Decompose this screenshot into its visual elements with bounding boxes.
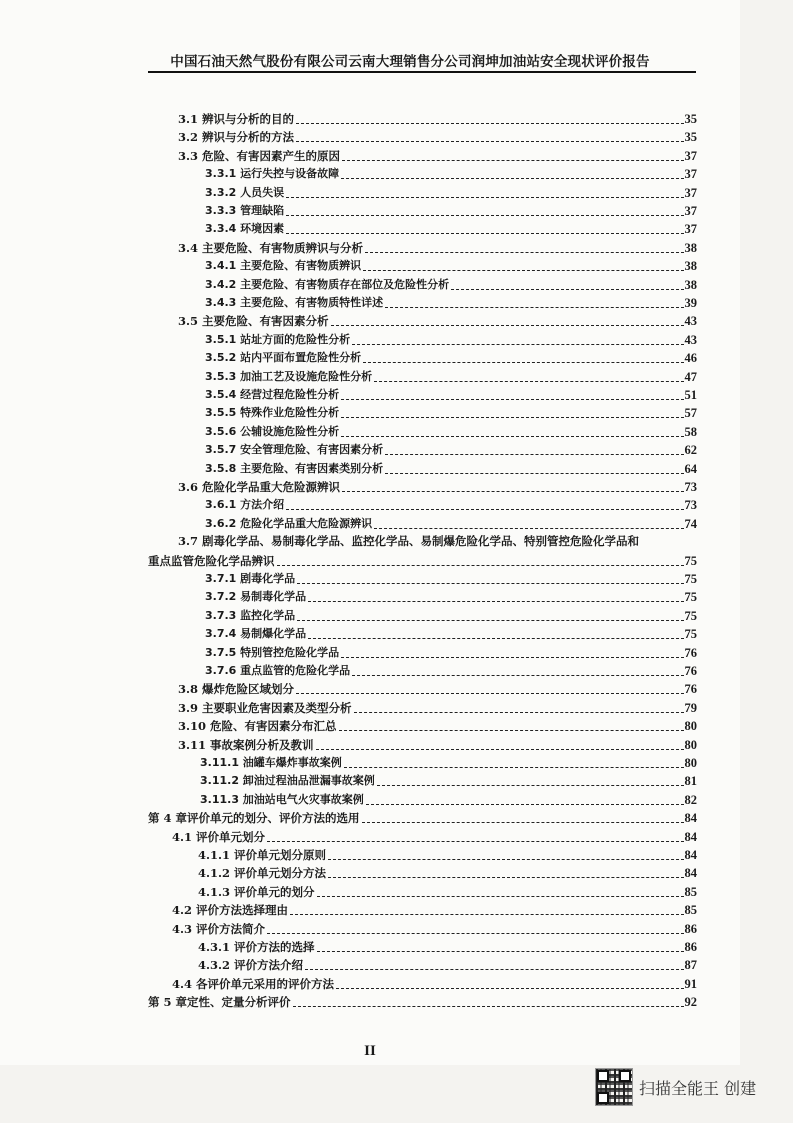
toc-entry[interactable] bbox=[205, 514, 697, 532]
toc-page-number: 87 bbox=[684, 958, 697, 973]
dot-leader bbox=[341, 649, 683, 658]
toc-entry[interactable] bbox=[205, 606, 697, 624]
toc-page-number: 76 bbox=[684, 664, 697, 678]
dot-leader bbox=[341, 391, 683, 400]
toc-page-number: 37 bbox=[684, 222, 697, 237]
toc-entry-title: 4.3.2 评价方法介绍 bbox=[198, 958, 304, 973]
toc-entry[interactable] bbox=[205, 569, 697, 587]
toc-page-number: 86 bbox=[684, 940, 697, 954]
toc-page-number: 80 bbox=[684, 756, 697, 770]
toc-page-number: 37 bbox=[684, 204, 697, 218]
toc-entry-title: 3.7.3 监控化学品 bbox=[205, 608, 296, 622]
toc-page-number: 85 bbox=[684, 903, 697, 918]
toc-page-number: 75 bbox=[684, 553, 697, 568]
toc-entry-title: 3.5.1 站址方面的危险性分析 bbox=[205, 332, 351, 346]
toc-entry-title: 3.6.1 方法介绍 bbox=[205, 498, 285, 512]
toc-page-number: 75 bbox=[684, 627, 697, 642]
toc-page-number: 91 bbox=[684, 976, 697, 991]
dot-leader bbox=[331, 317, 684, 326]
dot-leader bbox=[305, 961, 683, 970]
toc-entry-title: 3.4.3 主要危险、有害物质特性详述 bbox=[205, 296, 384, 309]
toc-page-number: 73 bbox=[684, 480, 697, 494]
toc-entry[interactable] bbox=[178, 477, 697, 495]
toc-entry-title: 第 5 章定性、定量分析评价 bbox=[148, 995, 291, 1010]
toc-page-number: 35 bbox=[684, 130, 697, 145]
toc-entry-title: 3.5.3 加油工艺及设施危险性分析 bbox=[205, 369, 373, 383]
toc-entry-title: 3.5.8 主要危险、有害因素类别分析 bbox=[205, 461, 384, 475]
toc-entry[interactable] bbox=[178, 716, 697, 734]
dot-leader bbox=[363, 354, 683, 363]
toc-entry[interactable] bbox=[148, 992, 697, 1010]
toc-entry[interactable] bbox=[178, 109, 697, 127]
toc-page-number: 79 bbox=[684, 700, 697, 715]
toc-entry-title: 3.5 主要危险、有害因素分析 bbox=[178, 314, 329, 329]
toc-entry-title: 重点监管危险化学品辨识 bbox=[148, 553, 275, 568]
toc-entry[interactable] bbox=[205, 183, 697, 201]
dot-leader bbox=[286, 189, 683, 198]
toc-entry[interactable] bbox=[205, 293, 697, 311]
toc-page-number: 38 bbox=[684, 240, 697, 255]
toc-entry-title: 3.8 爆炸危险区域划分 bbox=[178, 682, 295, 697]
toc-entry[interactable] bbox=[205, 403, 697, 421]
toc-page-number: 86 bbox=[684, 921, 697, 936]
toc-entry-title: 3.7.1 剧毒化学品 bbox=[205, 572, 296, 585]
dot-leader bbox=[374, 520, 683, 529]
dot-leader bbox=[377, 777, 684, 786]
toc-page-number: 38 bbox=[684, 259, 697, 274]
toc-page-number: 47 bbox=[684, 369, 697, 384]
toc-entry[interactable] bbox=[178, 146, 697, 164]
dot-leader bbox=[286, 207, 683, 216]
dot-leader bbox=[290, 906, 683, 915]
toc-page-number: 80 bbox=[684, 737, 697, 752]
dot-leader bbox=[267, 833, 683, 842]
toc-entry-title: 3.5.5 特殊作业危险性分析 bbox=[205, 406, 340, 420]
toc-entry-title: 3.11 事故案例分析及教训 bbox=[178, 737, 314, 752]
toc-entry[interactable] bbox=[205, 422, 697, 440]
toc-page-number: 73 bbox=[684, 498, 697, 513]
toc-entry-title: 4.1.3 评价单元的划分 bbox=[198, 884, 315, 899]
toc-entry[interactable] bbox=[205, 275, 697, 293]
toc-page-number: 39 bbox=[684, 296, 697, 310]
dot-leader bbox=[451, 281, 683, 290]
toc-entry-title: 3.3.3 管理缺陷 bbox=[205, 204, 285, 217]
toc-page-number: 76 bbox=[684, 645, 697, 660]
toc-entry-title: 3.11.1 油罐车爆炸事故案例 bbox=[200, 756, 342, 769]
toc-entry-title: 3.7.2 易制毒化学品 bbox=[205, 590, 307, 604]
toc-entry[interactable] bbox=[205, 587, 697, 605]
toc-page-number: 75 bbox=[684, 590, 697, 605]
dot-leader bbox=[297, 612, 683, 621]
toc-page-number: 37 bbox=[684, 185, 697, 200]
dot-leader bbox=[363, 262, 683, 271]
toc-page-number: 84 bbox=[684, 829, 697, 844]
toc-entry[interactable] bbox=[205, 624, 697, 642]
toc-entry[interactable] bbox=[205, 256, 697, 274]
toc-entry-title: 3.7.6 重点监管的危险化学品 bbox=[205, 664, 351, 677]
toc-entry[interactable] bbox=[198, 845, 697, 863]
toc-entry-title: 4.3.1 评价方法的选择 bbox=[198, 940, 315, 954]
toc-entry[interactable] bbox=[205, 201, 697, 219]
dot-leader bbox=[341, 428, 683, 437]
dot-leader bbox=[385, 446, 683, 455]
toc-entry-title: 3.9 主要职业危害因素及类型分析 bbox=[178, 700, 352, 715]
toc-entry[interactable] bbox=[172, 900, 697, 918]
toc-page-number: 75 bbox=[684, 572, 697, 586]
dot-leader bbox=[341, 409, 683, 418]
toc-entry[interactable] bbox=[178, 127, 697, 145]
dot-leader bbox=[328, 851, 683, 860]
dot-leader bbox=[267, 925, 683, 934]
toc-entry-title: 3.7.4 易制爆化学品 bbox=[205, 627, 307, 641]
toc-entry[interactable] bbox=[205, 367, 697, 385]
toc-page-number: 57 bbox=[684, 406, 697, 421]
toc-page-number: 76 bbox=[684, 682, 697, 697]
toc-entry-title: 3.4.2 主要危险、有害物质存在部位及危险性分析 bbox=[205, 277, 450, 291]
toc-entry-title: 3.11.2 卸油过程油品泄漏事故案例 bbox=[200, 774, 375, 788]
toc-entry-title: 4.3 评价方法简介 bbox=[172, 921, 266, 936]
toc-page-number: 84 bbox=[684, 811, 697, 826]
dot-leader bbox=[339, 722, 684, 731]
dot-leader bbox=[352, 667, 683, 676]
toc-entry-title: 3.2 辨识与分析的方法 bbox=[178, 130, 295, 145]
toc-page-number: 62 bbox=[684, 443, 697, 458]
dot-leader bbox=[362, 814, 684, 823]
toc-entry[interactable] bbox=[200, 753, 697, 771]
dot-leader bbox=[344, 759, 684, 768]
dot-leader bbox=[296, 685, 683, 694]
toc-entry[interactable] bbox=[172, 974, 697, 992]
toc-entry[interactable] bbox=[205, 643, 697, 661]
dot-leader bbox=[385, 465, 683, 474]
toc-page-number: 84 bbox=[684, 848, 697, 862]
dot-leader bbox=[385, 299, 683, 308]
toc-entry[interactable] bbox=[205, 459, 697, 477]
dot-leader bbox=[297, 575, 683, 584]
toc-entry-title: 4.1.2 评价单元划分方法 bbox=[198, 866, 327, 881]
dot-leader bbox=[354, 704, 684, 713]
toc-page-number: 58 bbox=[684, 424, 697, 439]
toc-entry-title: 3.3.1 运行失控与设备故障 bbox=[205, 167, 340, 181]
watermark-text: 扫描全能王 创建 bbox=[639, 1078, 757, 1098]
toc-page-number: 43 bbox=[684, 314, 697, 329]
dot-leader bbox=[286, 501, 683, 510]
toc-page-number: 84 bbox=[684, 866, 697, 881]
toc-entry-title: 4.1 评价单元划分 bbox=[172, 829, 266, 844]
toc-page-number: 81 bbox=[684, 774, 697, 789]
toc-entry-title: 3.7.5 特别管控危险化学品 bbox=[205, 645, 340, 659]
toc-page-number: 82 bbox=[684, 792, 697, 807]
report-header: 中国石油天然气股份有限公司云南大理销售分公司润坤加油站安全现状评价报告 bbox=[170, 54, 650, 70]
toc-entry-title: 4.2 评价方法选择理由 bbox=[172, 903, 289, 918]
page-number: II bbox=[364, 1043, 376, 1059]
toc-page-number: 38 bbox=[684, 277, 697, 292]
dot-leader bbox=[293, 998, 684, 1007]
toc-entry-title: 3.5.4 经营过程危险性分析 bbox=[205, 388, 340, 401]
dot-leader bbox=[342, 483, 683, 492]
toc-entry-title: 3.3 危险、有害因素产生的原因 bbox=[178, 148, 341, 163]
toc-entry[interactable] bbox=[148, 808, 697, 826]
toc-entry[interactable] bbox=[205, 661, 697, 679]
toc-page-number: 80 bbox=[684, 719, 697, 734]
qr-code-icon bbox=[595, 1068, 633, 1106]
dot-leader bbox=[308, 630, 683, 639]
toc-entry-title: 3.6.2 危险化学品重大危险源辨识 bbox=[205, 516, 373, 530]
toc-entry[interactable] bbox=[198, 955, 697, 973]
dot-leader bbox=[316, 741, 684, 750]
toc-page-number: 37 bbox=[684, 167, 697, 182]
dot-leader bbox=[336, 980, 683, 989]
dot-leader bbox=[366, 796, 684, 805]
toc-entry-title: 3.6 危险化学品重大危险源辨识 bbox=[178, 480, 341, 494]
toc-entry-title: 3.3.2 人员失误 bbox=[205, 185, 285, 199]
header-rule bbox=[148, 71, 696, 73]
toc-entry[interactable] bbox=[178, 238, 697, 256]
toc-entry[interactable] bbox=[178, 679, 697, 697]
dot-leader bbox=[317, 943, 684, 952]
toc-entry[interactable] bbox=[205, 348, 697, 366]
toc-entry-title: 3.4 主要危险、有害物质辨识与分析 bbox=[178, 240, 364, 255]
toc-entry-title: 3.1 辨识与分析的目的 bbox=[178, 112, 295, 126]
toc-page-number: 85 bbox=[684, 884, 697, 899]
toc-entry-title: 3.11.3 加油站电气火灾事故案例 bbox=[200, 792, 364, 806]
toc-entry-title: 3.4.1 主要危险、有害物质辨识 bbox=[205, 259, 362, 273]
toc-entry[interactable] bbox=[172, 827, 697, 845]
toc-entry-title: 第 4 章评价单元的划分、评价方法的选用 bbox=[148, 811, 360, 826]
toc-entry[interactable] bbox=[205, 164, 697, 182]
dot-leader bbox=[341, 170, 683, 179]
toc-entry-title: 4.1.1 评价单元划分原则 bbox=[198, 848, 327, 862]
toc-page-number: 37 bbox=[684, 148, 697, 163]
toc-entry[interactable] bbox=[205, 330, 697, 348]
toc-entry-title: 3.10 危险、有害因素分布汇总 bbox=[178, 719, 337, 734]
toc-entry[interactable] bbox=[172, 919, 697, 937]
dot-leader bbox=[296, 115, 683, 124]
dot-leader bbox=[328, 869, 683, 878]
toc-page-number: 75 bbox=[684, 608, 697, 623]
toc-entry[interactable] bbox=[205, 495, 697, 513]
toc-entry[interactable] bbox=[148, 551, 697, 569]
toc-page-number: 92 bbox=[684, 995, 697, 1010]
toc-entry[interactable] bbox=[205, 385, 697, 403]
dot-leader bbox=[374, 373, 683, 382]
dot-leader bbox=[308, 593, 683, 602]
toc-page-number: 46 bbox=[684, 351, 697, 366]
toc-entry-title: 3.5.7 安全管理危险、有害因素分析 bbox=[205, 443, 384, 457]
toc-entry-title: 3.3.4 环境因素 bbox=[205, 222, 285, 236]
toc-entry-title-line1: 3.7 剧毒化学品、易制毒化学品、监控化学品、易制爆危险化学品、特别管控危险化学品和 bbox=[178, 534, 640, 549]
dot-leader bbox=[365, 244, 683, 253]
scanner-watermark bbox=[595, 1068, 756, 1106]
dot-leader bbox=[296, 133, 683, 142]
dot-leader bbox=[342, 152, 683, 161]
dot-leader bbox=[317, 888, 684, 897]
toc-entry[interactable] bbox=[205, 440, 697, 458]
toc-page-number: 74 bbox=[684, 516, 697, 531]
toc-entry[interactable] bbox=[198, 937, 697, 955]
toc-entry[interactable] bbox=[178, 735, 697, 753]
toc-entry-title: 4.4 各评价单元采用的评价方法 bbox=[172, 976, 335, 991]
toc-entry[interactable] bbox=[178, 311, 697, 329]
toc-page-number: 35 bbox=[684, 112, 697, 126]
toc-entry-title: 3.5.6 公辅设施危险性分析 bbox=[205, 424, 340, 438]
toc-page-number: 64 bbox=[684, 461, 697, 476]
dot-leader bbox=[286, 225, 683, 234]
toc-entry[interactable] bbox=[198, 882, 697, 900]
toc-entry-title: 3.5.2 站内平面布置危险性分析 bbox=[205, 351, 362, 365]
dot-leader bbox=[352, 336, 683, 345]
toc-entry[interactable] bbox=[198, 863, 697, 881]
toc-entry[interactable] bbox=[178, 698, 697, 716]
toc-entry[interactable] bbox=[200, 790, 697, 808]
dot-leader bbox=[277, 557, 684, 566]
toc-entry[interactable] bbox=[200, 771, 697, 789]
toc-page-number: 43 bbox=[684, 332, 697, 347]
toc-entry[interactable] bbox=[205, 219, 697, 237]
toc-page-number: 51 bbox=[684, 388, 697, 402]
